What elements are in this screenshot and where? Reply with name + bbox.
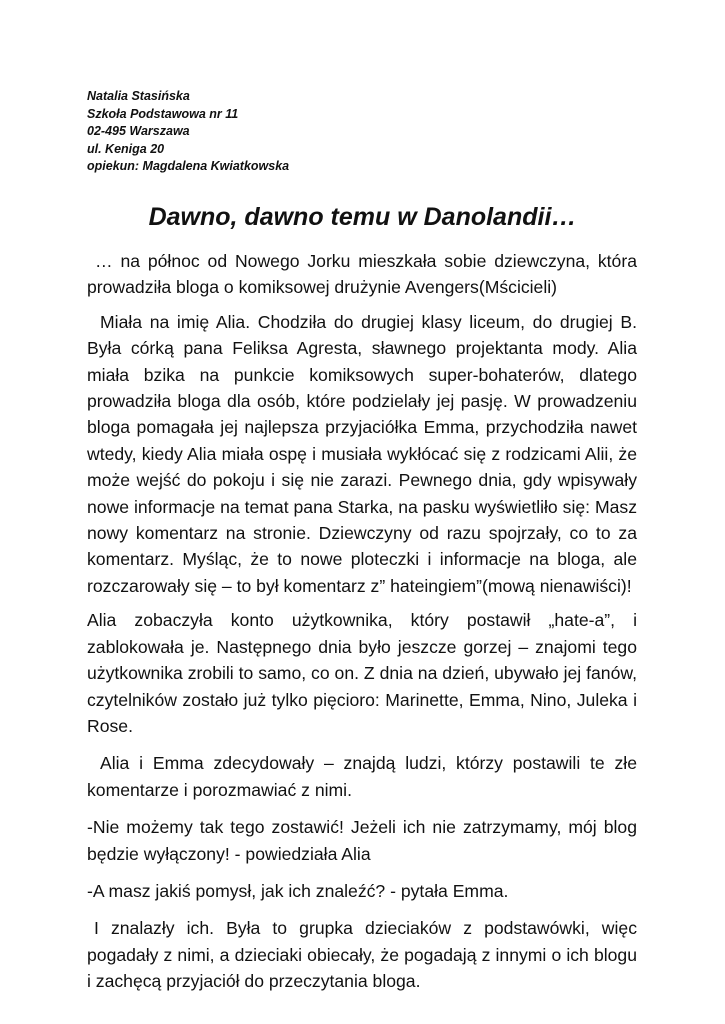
- paragraph: -Nie możemy tak tego zostawić! Jeżeli ich nie zatrzymamy, mój blog będzie wyłączony! - powiedziała Alia: [87, 817, 637, 864]
- paragraph: Miała na imię Alia. Chodziła do drugiej klasy liceum, do drugiej B. Była córką pana Feliksa Agresta, sławnego projektanta mody. Alia miała bzika na punkcie komiksowych super-bohaterów, dlatego prowadziła bloga dla osób, które podzielały jej pasję. W prowadzeniu bloga pomagała jej najlepsza przyjaciółka Emma, przychodziła nawet wtedy, kiedy Alia miała ospę i musiała wykłócać się z rodzicami Alii, że może wejść do pokoju i się nie zarazi. Pewnego dnia, gdy wpisywały nowe informacje na temat pana Starka, na pasku wyświetliło się: Masz nowy komentarz na stronie. Dziewczyny od razu spojrzały, co to za komentarz. Myśląc, że to nowe ploteczki i informacje na bloga, ale rozczarowały się – to był komentarz z” hateingiem”(mową nienawiści)!: [87, 311, 637, 596]
- paragraph: -A masz jakiś pomysł, jak ich znaleźć? - pytała Emma.: [87, 880, 509, 901]
- school-name: Szkoła Podstawowa nr 11: [87, 106, 239, 121]
- postal-address: 02-495 Warszawa: [87, 124, 190, 139]
- paragraph: Alia i Emma zdecydowały – znajdą ludzi, którzy postawili te złe komentarze i porozmawiać z nimi.: [87, 753, 637, 800]
- story-body: [87, 248, 637, 1003]
- street-address: ul. Keniga 20: [87, 141, 165, 156]
- paragraph: … na północ od Nowego Jorku mieszkała sobie dziewczyna, która prowadziła bloga o komiksowej drużynie Avengers(Mścicieli): [87, 251, 637, 298]
- paragraph: I znalazły ich. Była to grupka dzieciaków z podstawówki, więc pogadały z nimi, a dzieciaki obiecały, że pogadają z innymi o ich blogu i zachęcą przyjaciół do przeczytania bloga.: [87, 918, 637, 992]
- author-name: Natalia Stasińska: [87, 89, 190, 103]
- story-title: Dawno, dawno temu w Danolandii…: [148, 203, 577, 231]
- paragraph: Alia zobaczyła konto użytkownika, który postawił „hate-a”, i zablokowała je. Następnego dnia było jeszcze gorzej – znajomi tego użytkownika zrobili to samo, co on. Z dnia na dzień, ubywało jej fanów, czytelników zostało już tylko pięcioro: Marinette, Emma, Nino, Juleka i Rose.: [87, 610, 637, 736]
- author-info: [87, 88, 289, 176]
- tutor-name: opiekun: Magdalena Kwiatkowska: [87, 159, 290, 174]
